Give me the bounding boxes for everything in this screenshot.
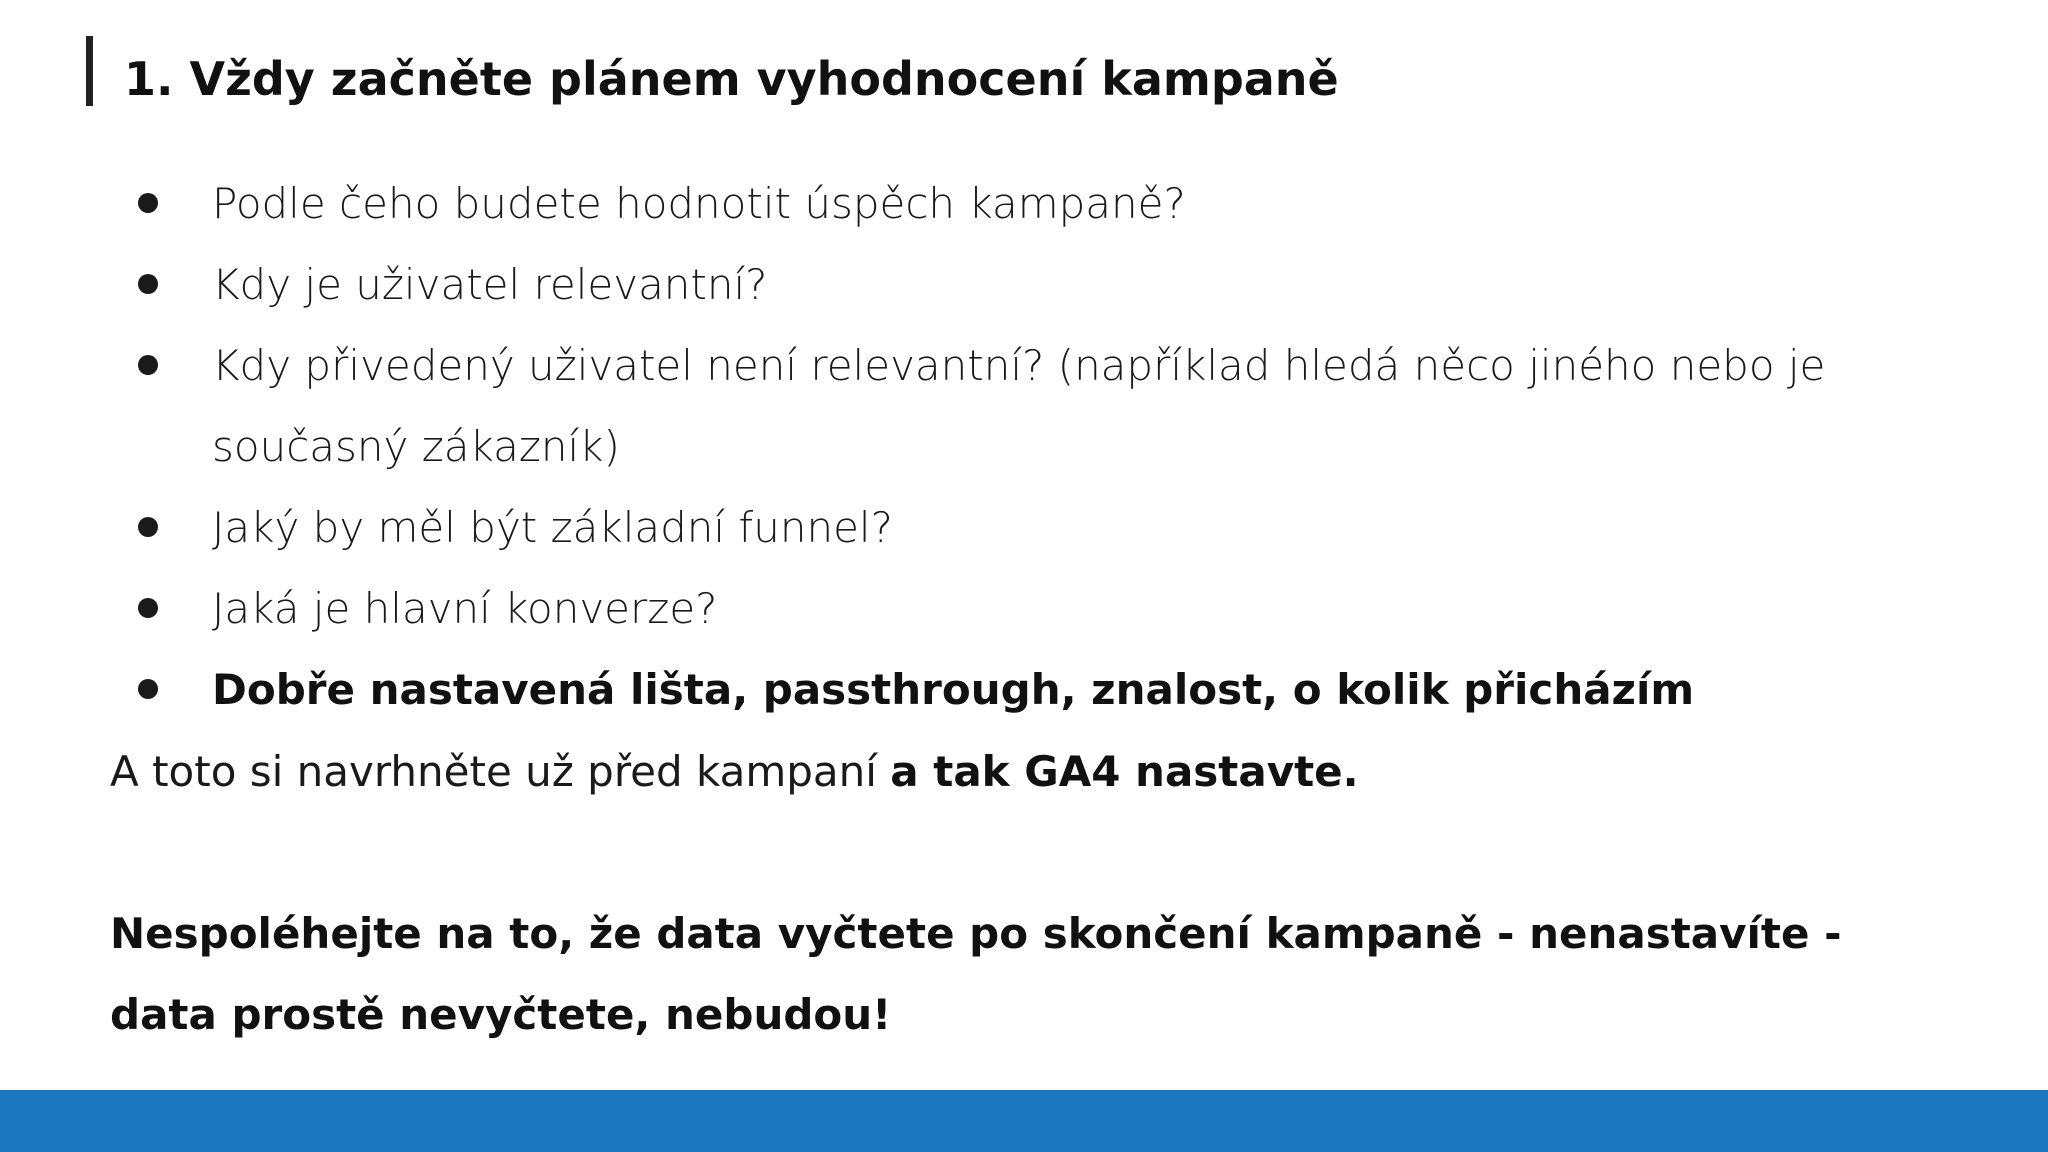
setup-note-emphasis: a tak GA4 nastavte. [890, 747, 1359, 796]
footer-band [0, 1090, 2048, 1152]
warning-text: Nespoléhejte na to, že data vyčtete po skončení kampaně - nenastavíte - data prostě nevyčtete, nebudou! [110, 909, 1842, 1039]
bullet-text: Dobře nastavená lišta, passthrough, znalost, o kolik přicházím [212, 665, 1695, 714]
setup-note-text: A toto si navrhněte už před kampaní [110, 747, 891, 796]
bullet-text: Jaká je hlavní konverze? [212, 584, 718, 633]
bullet-list [130, 163, 1930, 730]
bullet-dot-icon [138, 679, 158, 699]
bullet-dot-icon [138, 355, 158, 375]
bullet-item [130, 325, 1930, 487]
bullet-item [130, 244, 1930, 325]
bullet-dot-icon [138, 274, 158, 294]
bullet-item-highlight [130, 649, 1930, 730]
bullet-dot-icon [138, 193, 158, 213]
bullet-item [130, 487, 1930, 568]
bullet-text: Podle čeho budete hodnotit úspěch kampaně? [212, 179, 1186, 228]
setup-note [110, 731, 1359, 812]
bullet-text: Kdy přivedený uživatel není relevantní? (například hledá něco jiného nebo je současný zákazník) [212, 341, 1826, 471]
bullet-item [130, 163, 1930, 244]
bullet-dot-icon [138, 517, 158, 537]
slide-title: 1. Vždy začněte plánem vyhodnocení kampaně [124, 52, 1339, 106]
bullet-dot-icon [138, 598, 158, 618]
title-accent-bar [86, 36, 93, 106]
bullet-text: Kdy je uživatel relevantní? [212, 260, 768, 309]
bullet-text: Jaký by měl být základní funnel? [212, 503, 893, 552]
bullet-item [130, 568, 1930, 649]
